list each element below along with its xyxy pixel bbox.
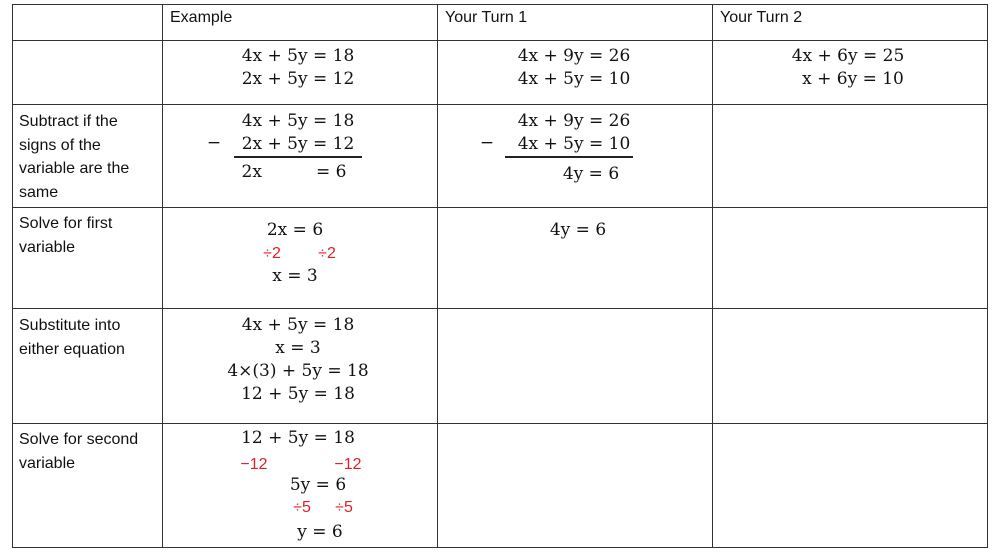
- equation: 4x + 5y = 18: [241, 315, 355, 335]
- equation: x + 6y = 10: [802, 69, 904, 89]
- equation: x = 3: [272, 266, 318, 286]
- equation: 12 + 5y = 18: [241, 428, 355, 448]
- annotation: ÷2: [263, 245, 281, 262]
- grid-line: [12, 104, 988, 105]
- equation: 4x + 9y = 26: [517, 111, 631, 131]
- equation: y = 6: [297, 522, 343, 542]
- equation-result: 4y = 6: [562, 164, 620, 184]
- grid-line: [12, 547, 988, 548]
- equation: 5y = 6: [289, 475, 347, 495]
- equation: 4y = 6: [549, 220, 607, 240]
- equation: 4x + 6y = 25: [791, 46, 905, 66]
- annotation: ÷5: [335, 499, 353, 516]
- row-label-solve-second: Solve for second variable: [19, 431, 139, 472]
- equation: x = 3: [275, 338, 321, 358]
- equation: 2x = 6: [266, 220, 324, 240]
- annotation: −12: [240, 456, 268, 473]
- row-label-substitute: Substitute into either equation: [19, 317, 125, 358]
- minus-sign: −: [206, 133, 222, 153]
- subtraction-bar: [234, 156, 362, 158]
- grid-line: [437, 4, 438, 548]
- grid-line: [712, 4, 713, 548]
- equation: 4x + 9y = 26: [517, 46, 631, 66]
- grid-line: [12, 207, 988, 208]
- grid-line: [12, 4, 988, 5]
- header-your-turn-2: Your Turn 2: [720, 9, 803, 26]
- equation: 4x + 5y = 18: [241, 111, 355, 131]
- equation: 4x + 5y = 10: [517, 134, 631, 154]
- equation-result: 2x = 6: [241, 162, 347, 182]
- subtraction-bar: [505, 156, 633, 158]
- grid-line: [12, 423, 988, 424]
- grid-line: [12, 308, 988, 309]
- grid-line: [987, 4, 988, 548]
- annotation: −12: [334, 456, 362, 473]
- equation: 4x + 5y = 18: [241, 46, 355, 66]
- equation: 2x + 5y = 12: [241, 69, 355, 89]
- grid-line: [12, 40, 988, 41]
- equation: 12 + 5y = 18: [241, 384, 355, 404]
- equation: 4×(3) + 5y = 18: [227, 361, 369, 381]
- header-example: Example: [170, 9, 233, 26]
- equation: 2x + 5y = 12: [241, 134, 355, 154]
- row-label-solve-first: Solve for first variable: [19, 215, 113, 256]
- equation: 4x + 5y = 10: [517, 69, 631, 89]
- minus-sign: −: [479, 133, 495, 153]
- annotation: ÷5: [293, 499, 311, 516]
- annotation: ÷2: [318, 245, 336, 262]
- grid-line: [12, 4, 13, 548]
- header-your-turn-1: Your Turn 1: [445, 9, 528, 26]
- row-label-subtract: Subtract if the signs of the variable are the same: [19, 113, 130, 201]
- grid-line: [162, 4, 163, 548]
